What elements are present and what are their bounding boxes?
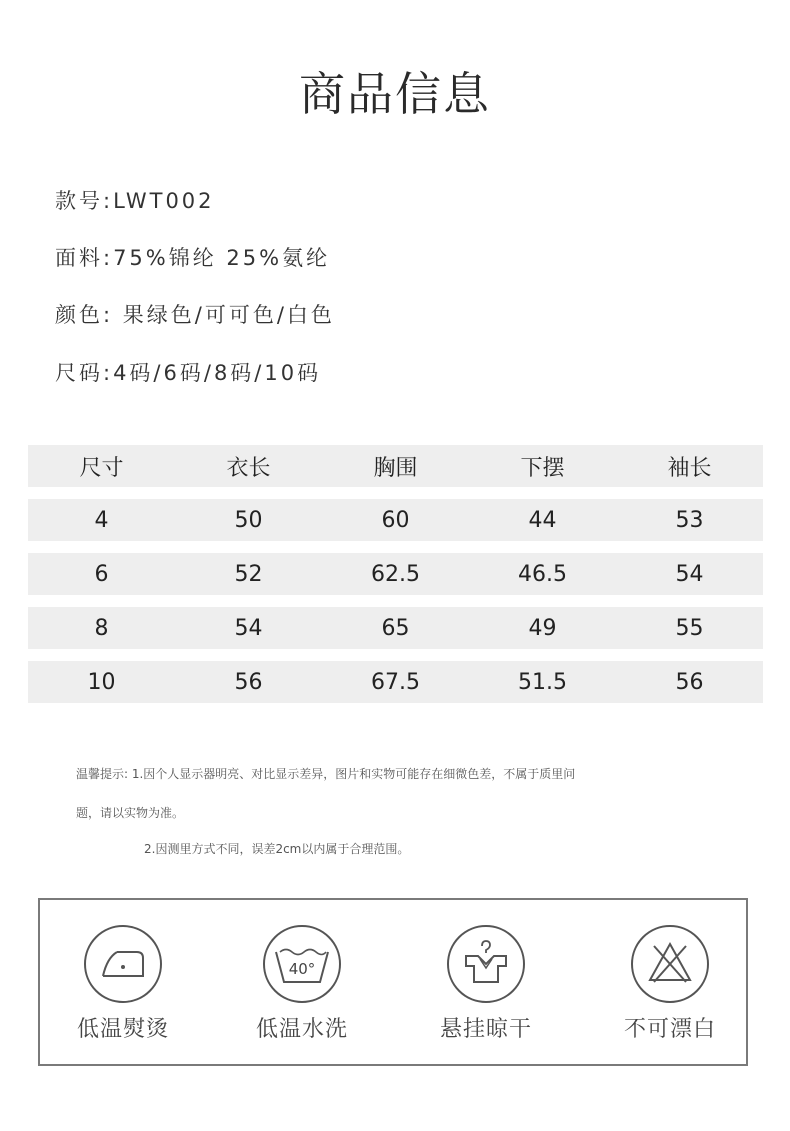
table-cell: 54 bbox=[675, 561, 704, 587]
table-cell: 46.5 bbox=[518, 561, 567, 587]
table-cell: 55 bbox=[675, 615, 704, 641]
care-label: 低温水洗 bbox=[255, 1017, 348, 1042]
care-item-bleach bbox=[595, 922, 745, 1043]
care-label: 悬挂晾干 bbox=[439, 1017, 532, 1042]
tips-line-2: 题，请以实物为准。 bbox=[76, 806, 185, 820]
table-header-row bbox=[28, 445, 763, 487]
care-instructions-box bbox=[38, 898, 748, 1066]
table-cell: 56 bbox=[234, 669, 263, 695]
table-cell: 65 bbox=[381, 615, 410, 641]
no-bleach-icon bbox=[628, 922, 712, 1006]
table-cell: 8 bbox=[94, 615, 109, 641]
table-cell: 51.5 bbox=[518, 669, 567, 695]
header-cell: 尺寸 bbox=[79, 455, 124, 481]
tips-line-1: 温馨提示: 1.因个人显示器明亮、对比显示差异，图片和实物可能存在细微色差，不属于质里问 bbox=[76, 767, 576, 781]
table-cell: 67.5 bbox=[371, 669, 420, 695]
size-options: 尺码:4码/6码/8码/10码 bbox=[55, 361, 322, 385]
wash-40-icon bbox=[260, 922, 344, 1006]
table-cell: 56 bbox=[675, 669, 704, 695]
low-temp-iron-icon bbox=[81, 922, 165, 1006]
table-row bbox=[28, 661, 763, 703]
care-label: 不可漂白 bbox=[623, 1017, 716, 1042]
table-cell: 6 bbox=[94, 561, 109, 587]
style-number: 款号:LWT002 bbox=[55, 189, 215, 213]
table-cell: 52 bbox=[234, 561, 263, 587]
table-cell: 62.5 bbox=[371, 561, 420, 587]
care-item-hang bbox=[411, 922, 561, 1043]
fabric-composition: 面料:75%锦纶 25%氨纶 bbox=[55, 246, 331, 270]
table-row bbox=[28, 553, 763, 595]
table-cell: 49 bbox=[528, 615, 557, 641]
table-row bbox=[28, 499, 763, 541]
table-cell: 10 bbox=[87, 669, 116, 695]
table-cell: 44 bbox=[528, 507, 557, 533]
tips-line-3: 2.因测里方式不同，误差2cm以内属于合理范围。 bbox=[144, 842, 410, 856]
header-cell: 袖长 bbox=[667, 455, 712, 481]
hang-dry-icon bbox=[444, 922, 528, 1006]
table-cell: 50 bbox=[234, 507, 263, 533]
table-cell: 4 bbox=[94, 507, 109, 533]
care-item-wash bbox=[227, 922, 377, 1043]
care-label: 低温熨烫 bbox=[76, 1017, 169, 1042]
header-cell: 衣长 bbox=[226, 455, 271, 481]
table-row bbox=[28, 607, 763, 649]
page-title: 商品信息 bbox=[299, 67, 491, 121]
care-item-iron bbox=[48, 922, 198, 1043]
header-cell: 下摆 bbox=[520, 455, 565, 481]
table-cell: 53 bbox=[675, 507, 704, 533]
wash-temp-text: 40° bbox=[288, 960, 316, 978]
size-table bbox=[28, 445, 763, 715]
header-cell: 胸围 bbox=[373, 455, 418, 481]
color-options: 颜色: 果绿色/可可色/白色 bbox=[55, 303, 335, 327]
table-cell: 60 bbox=[381, 507, 410, 533]
table-cell: 54 bbox=[234, 615, 263, 641]
